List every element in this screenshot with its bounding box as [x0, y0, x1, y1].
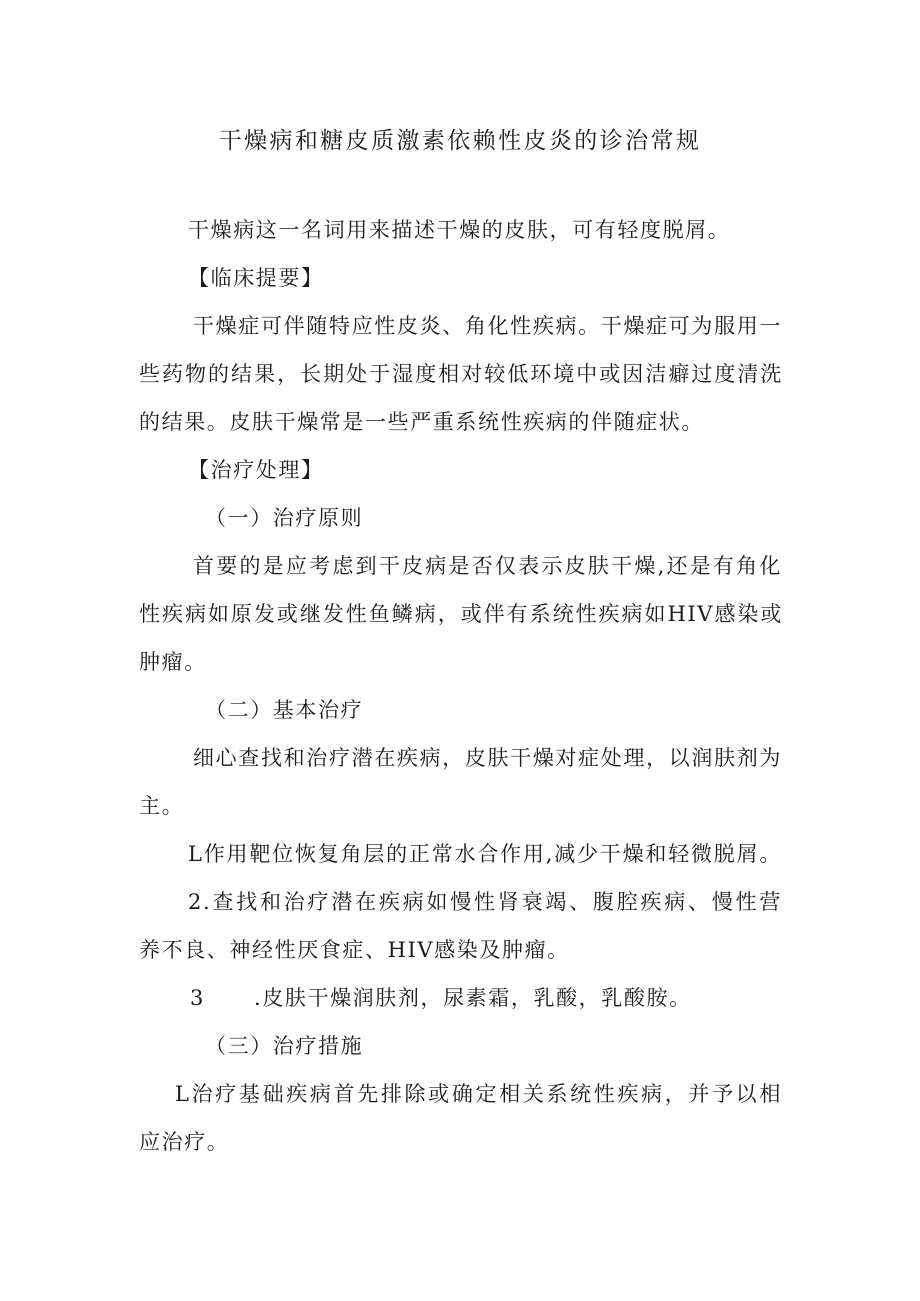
basic-item-2-line-2: 养不良、神经性厌食症、HIV感染及肿瘤。 — [139, 938, 570, 962]
principle-line-1: 首要的是应考虑到干皮病是否仅表示皮肤干燥,还是有角化 — [193, 554, 782, 578]
subheading-basic: （二）基本治疗 — [205, 698, 364, 722]
intro-paragraph: 干燥病这一名词用来描述干燥的皮肤，可有轻度脱屑。 — [188, 218, 731, 242]
basic-line-1: 细心查找和治疗潜在疾病，皮肤干燥对症处理，以润肤剂为 — [193, 746, 782, 770]
basic-item-2-line-1: 2.查找和治疗潜在疾病如慢性肾衰竭、腹腔疾病、慢性营 — [188, 890, 782, 914]
basic-line-2: 主。 — [139, 794, 185, 818]
section-heading-treatment: 【治疗处理】 — [188, 458, 324, 482]
principle-line-2: 性疾病如原发或继发性鱼鳞病，或伴有系统性疾病如HIV感染或 — [139, 602, 783, 626]
clinical-line-2: 些药物的结果，长期处于湿度相对较低环境中或因洁癖过度清洗 — [139, 362, 783, 386]
subheading-principle: （一）治疗原则 — [205, 506, 364, 530]
measures-line-2: 应治疗。 — [139, 1130, 230, 1154]
basic-item-3-text: .皮肤干燥润肤剂，尿素霜，乳酸，乳酸胺。 — [254, 986, 692, 1010]
basic-item-3-number: 3 — [190, 986, 205, 1010]
section-heading-clinical: 【临床提要】 — [188, 266, 324, 290]
basic-item-1: L作用靶位恢复角层的正常水合作用,减少干燥和轻微脱屑。 — [188, 842, 782, 866]
clinical-line-3: 的结果。皮肤干燥常是一些严重系统性疾病的伴随症状。 — [139, 410, 704, 434]
principle-line-3: 肿瘤。 — [139, 650, 207, 674]
measures-line-1: L治疗基础疾病首先排除或确定相关系统性疾病，并予以相 — [175, 1082, 782, 1106]
document-title: 干燥病和糖皮质激素依赖性皮炎的诊治常规 — [218, 128, 702, 154]
subheading-measures: （三）治疗措施 — [205, 1034, 364, 1058]
clinical-line-1: 干燥症可伴随特应性皮炎、角化性疾病。干燥症可为服用一 — [193, 314, 782, 338]
